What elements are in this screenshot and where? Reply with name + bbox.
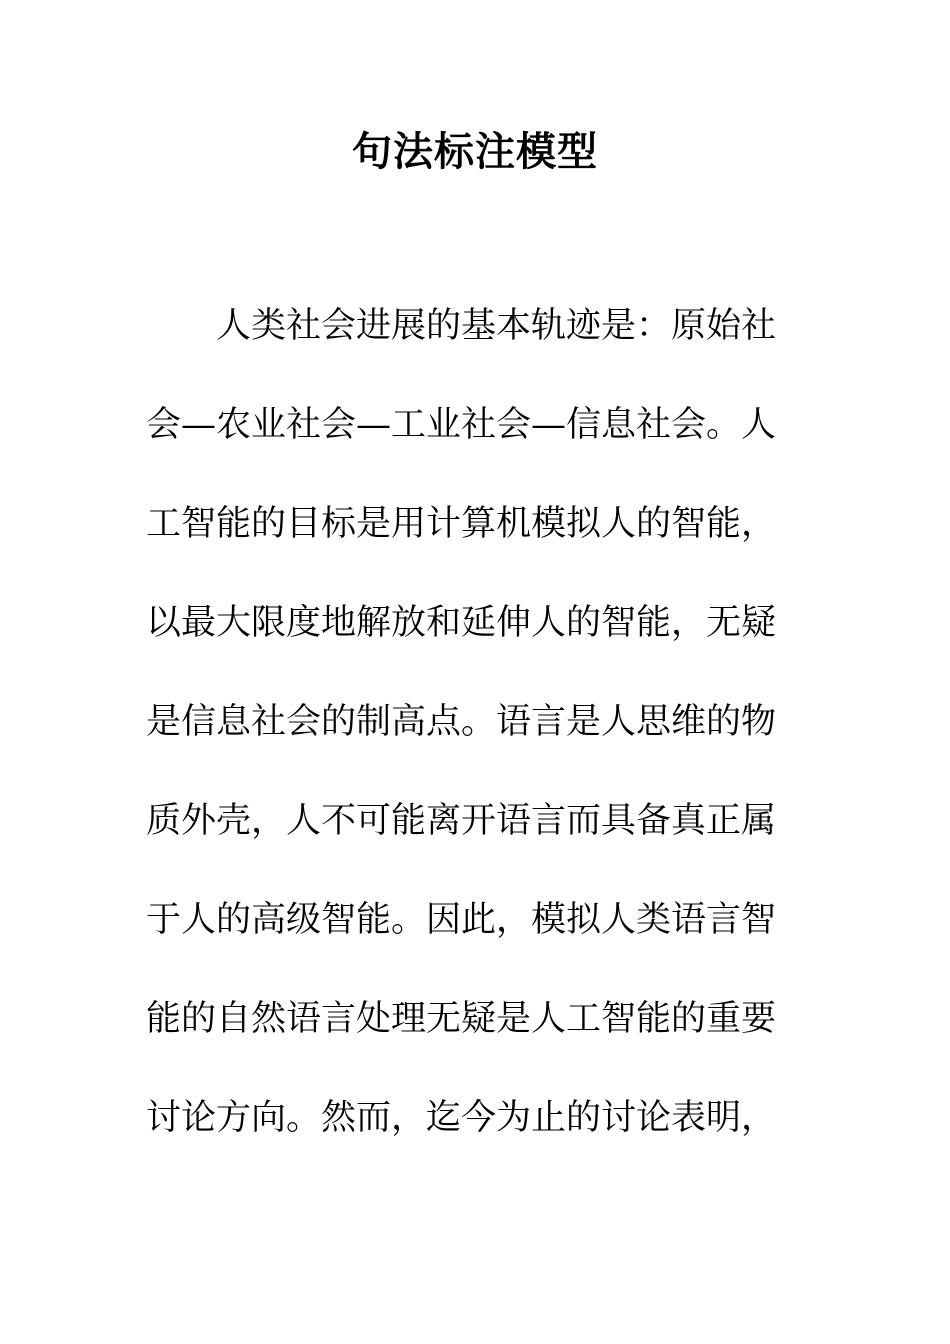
paragraph-line: 会—农业社会—工业社会—信息社会。人 xyxy=(146,405,777,445)
paragraph-line: 以最大限度地解放和延伸人的智能，无疑 xyxy=(146,603,777,643)
paragraph-line: 于人的高级智能。因此，模拟人类语言智 xyxy=(146,900,777,940)
paragraph-line: 能的自然语言处理无疑是人工智能的重要 xyxy=(146,999,777,1039)
paragraph-line: 质外壳，人不可能离开语言而具备真正属 xyxy=(146,801,777,841)
paragraph-line: 人类社会进展的基本轨迹是：原始社 xyxy=(216,306,777,346)
body-paragraph xyxy=(146,302,776,1193)
paragraph-line: 工智能的目标是用计算机模拟人的智能， xyxy=(146,504,777,544)
paragraph-line: 是信息社会的制高点。语言是人思维的物 xyxy=(146,702,777,742)
document-title: 句法标注模型 xyxy=(352,128,598,175)
paragraph-line: 讨论方向。然而，迄今为止的讨论表明， xyxy=(146,1098,777,1138)
